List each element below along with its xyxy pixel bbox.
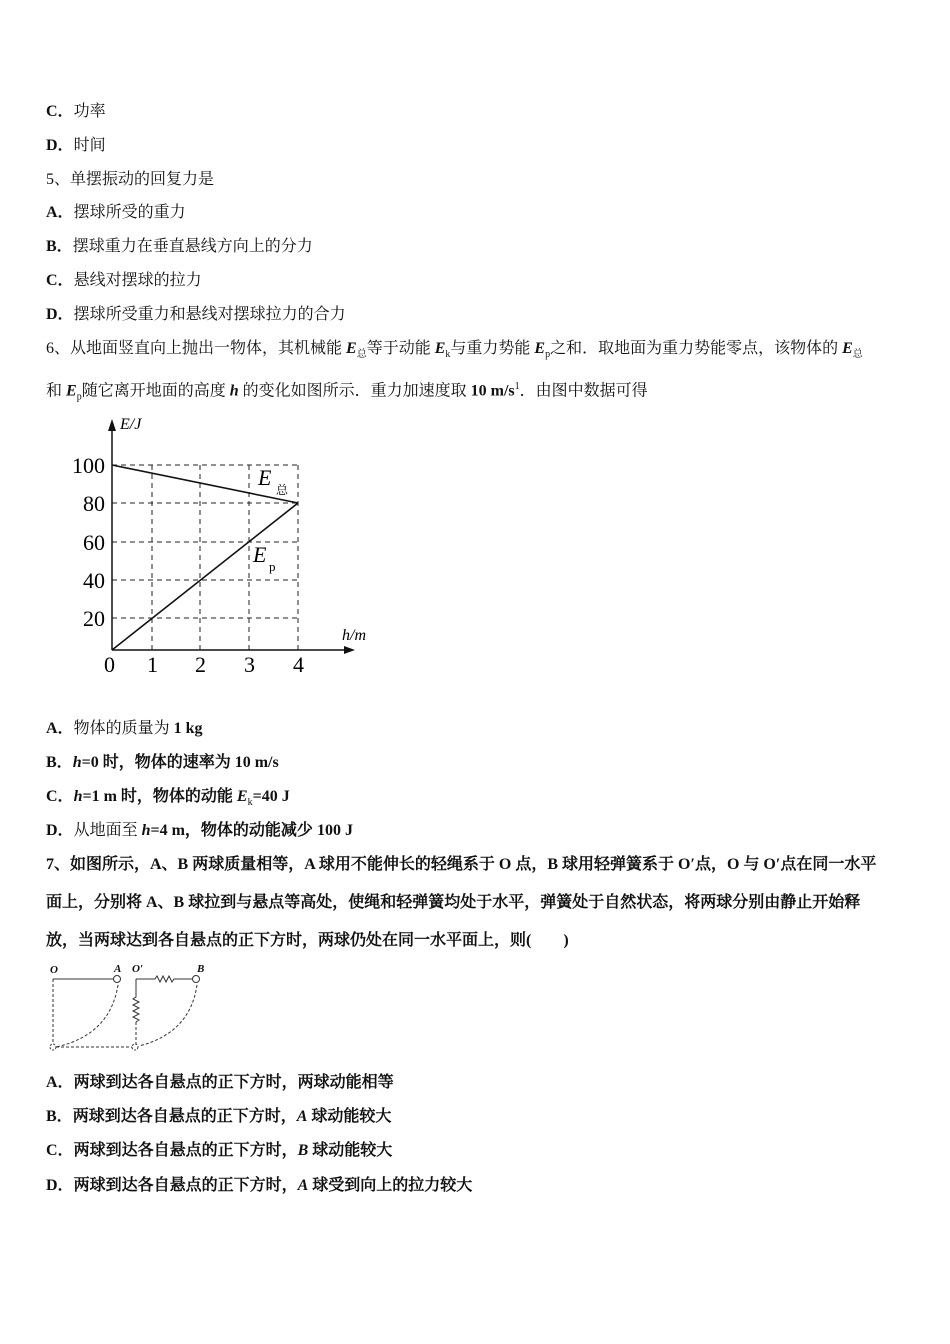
y-tick-label: 60 xyxy=(83,530,105,555)
x-tick-label: 2 xyxy=(195,652,206,677)
q6-stem-line2: 和 $E_p$随它离开地面的高度 h 的变化如图所示．重力加速度取 10 $m/s^1$．由图中数据可得 xyxy=(46,381,648,403)
label-o: O xyxy=(50,964,58,976)
pendulum-spring-diagram xyxy=(40,955,240,1055)
ball-b xyxy=(193,976,200,983)
q7-stem-line1: 7、如图所示，A、B 两球质量相等，A 球用不能伸长的轻绳系于 O 点，B 球用轻弹簧系于 O′点，O 与 O′点在同一水平 xyxy=(46,856,877,873)
y-axis-label: E/J xyxy=(120,416,142,433)
series-line-ep xyxy=(112,503,298,650)
q7-option-d: D．两球到达各自悬点的正下方时，A 球受到向上的拉力较大 xyxy=(46,1177,473,1194)
q5-option-d: D．摆球所受重力和悬线对摆球拉力的合力 xyxy=(46,306,346,323)
q4-option-d: D．时间 xyxy=(46,137,106,154)
q6-option-a: A．物体的质量为 1 kg xyxy=(46,720,203,737)
x-tick-label: 3 xyxy=(244,652,255,677)
ball-a xyxy=(114,976,121,983)
q6-option-b: B．h=0 时，物体的速率为 10 m/s xyxy=(46,754,279,771)
series-label-e-total-sub: 总 xyxy=(276,483,289,497)
q6-option-d: D．从地面至 h=4 m，物体的动能减少 100 J xyxy=(46,822,353,839)
x-axis-label: h/m xyxy=(342,627,366,644)
ball-a-bottom xyxy=(50,1044,56,1050)
q7-option-a: A．两球到达各自悬点的正下方时，两球动能相等 xyxy=(46,1074,394,1091)
y-tick-label: 100 xyxy=(72,453,105,478)
series-label-ep: E xyxy=(253,542,267,567)
x-tick-label: 0 xyxy=(104,652,115,677)
label-b: B xyxy=(197,963,205,975)
q7-option-b: B．两球到达各自悬点的正下方时，A 球动能较大 xyxy=(46,1108,392,1125)
y-tick-label: 20 xyxy=(83,606,105,631)
ball-b-bottom xyxy=(132,1044,138,1050)
label-o-prime: O′ xyxy=(132,963,144,975)
ball-b-path xyxy=(139,985,197,1046)
q7-stem-line3: 放，当两球达到各自悬点的正下方时，两球仍处在同一水平面上，则( ) xyxy=(46,932,569,949)
q5-option-b: B．摆球重力在垂直悬线方向上的分力 xyxy=(46,238,313,255)
q5-option-c: C．悬线对摆球的拉力 xyxy=(46,272,202,289)
energy-height-graph xyxy=(60,405,390,690)
q5-option-a: A．摆球所受的重力 xyxy=(46,204,186,221)
spring-vertical xyxy=(133,979,139,1022)
q7-option-c: C．两球到达各自悬点的正下方时，B 球动能较大 xyxy=(46,1142,393,1159)
y-tick-label: 80 xyxy=(83,491,105,516)
q7-stem-line2: 面上，分别将 A、B 球拉到与悬点等高处，使绳和轻弹簧均处于水平，弹簧处于自然状态，将两球分别由静止开始释 xyxy=(46,894,861,911)
x-tick-label: 1 xyxy=(147,652,158,677)
series-label-e-total: E xyxy=(258,465,272,490)
spring-horizontal xyxy=(136,976,193,982)
x-tick-label: 4 xyxy=(293,652,304,677)
q4-option-c: C．功率 xyxy=(46,103,106,120)
series-label-ep-sub: p xyxy=(269,559,276,574)
x-axis-arrow xyxy=(344,646,355,654)
y-axis-arrow xyxy=(108,419,116,431)
q5-stem: 5、单摆振动的回复力是 xyxy=(46,171,215,188)
q6-stem-line1: 6、从地面竖直向上抛出一物体，其机械能 $E_总$等于动能 $E_k$与重力势能 $E_p$之和．取地面为重力势能零点，该物体的 $E_总$ xyxy=(46,340,863,361)
label-a: A xyxy=(114,963,122,975)
q6-option-c: C．h=1 m 时，物体的动能 $E_k=40$ J xyxy=(46,788,290,809)
ball-a-path xyxy=(56,985,118,1047)
y-tick-label: 40 xyxy=(83,568,105,593)
